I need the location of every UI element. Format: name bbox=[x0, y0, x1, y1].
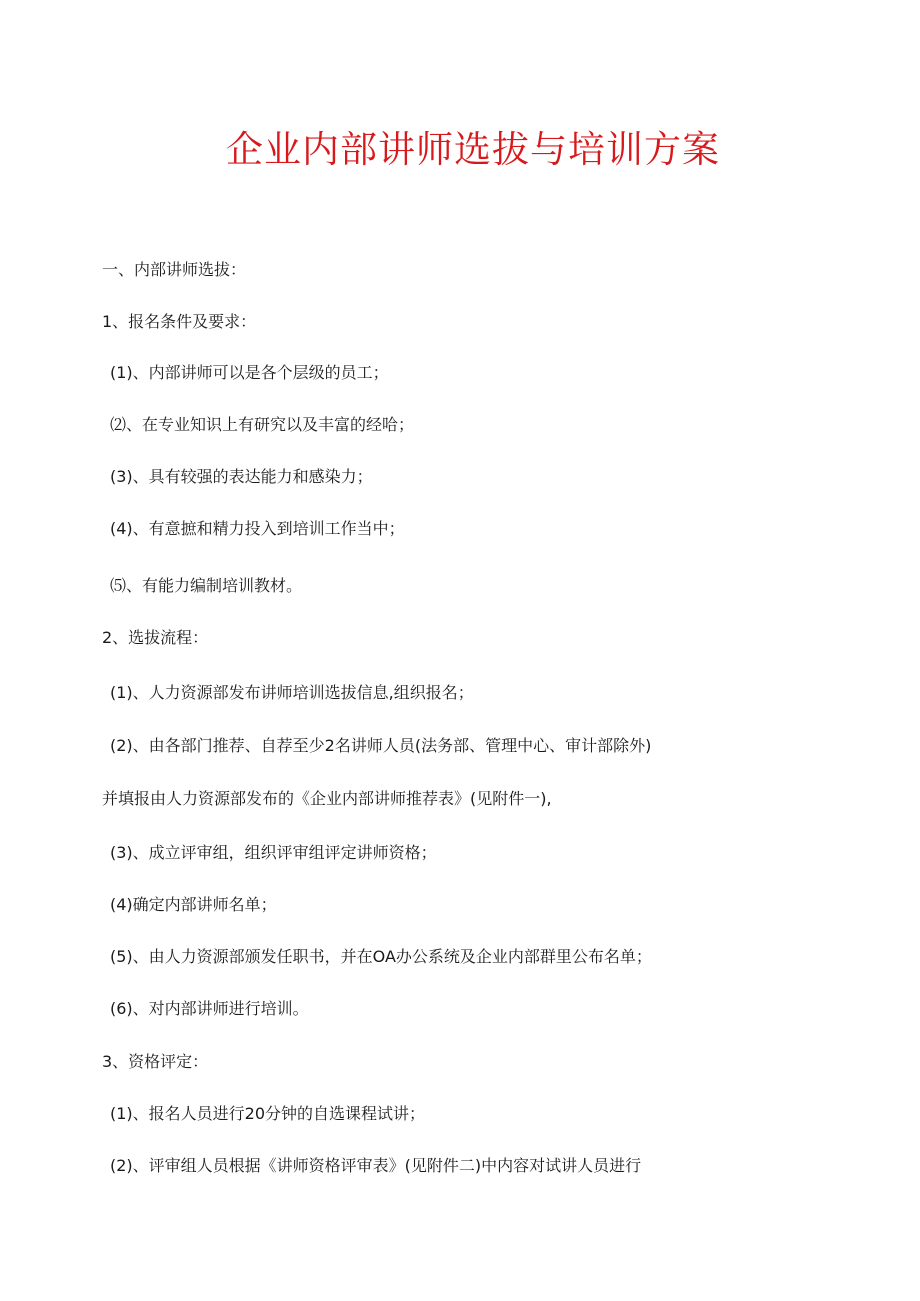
list-item: (3)、成立评审组，组织评审组评定讲师资格； bbox=[110, 843, 437, 862]
list-item: (2)、评审组人员根据《讲师资格评审表》(见附件二)中内容对试讲人员进行 bbox=[110, 1156, 642, 1175]
list-item: (2)、由各部门推荐、自荐至少2名讲师人员(法务部、管理中心、审计部除外) bbox=[110, 736, 652, 755]
list-item: ⑵、在专业知识上有研究以及丰富的经哈； bbox=[110, 415, 415, 434]
list-item: (1)、人力资源部发布讲师培训选拔信息,组织报名； bbox=[110, 683, 474, 702]
document-title: 企业内部讲师选拔与培训方案 bbox=[226, 128, 720, 171]
list-item: (6)、对内部讲师进行培训。 bbox=[110, 999, 309, 1018]
list-item: (1)、报名人员进行20分钟的自选课程试讲； bbox=[110, 1104, 426, 1123]
list-item: (5)、由人力资源部颁发任职书，并在OA办公系统及企业内部群里公布名单； bbox=[110, 947, 652, 966]
subsection-heading: 3、资格评定： bbox=[102, 1052, 209, 1071]
list-item: ⑸、有能力编制培训教材。 bbox=[110, 576, 303, 595]
paragraph-continuation: 并填报由人力资源部发布的《企业内部讲师推荐表》(见附件一), bbox=[102, 789, 552, 808]
list-item: (4)确定内部讲师名单； bbox=[110, 895, 277, 914]
section-heading: 一、内部讲师选拔： bbox=[102, 260, 247, 279]
list-item: (3)、具有较强的表达能力和感染力； bbox=[110, 467, 373, 486]
subsection-heading: 2、选拔流程： bbox=[102, 628, 209, 647]
subsection-heading: 1、报名条件及要求： bbox=[102, 312, 257, 331]
list-item: (1)、内部讲师可以是各个层级的员工； bbox=[110, 363, 389, 382]
list-item: (4)、有意摭和精力投入到培训工作当中； bbox=[110, 519, 405, 538]
